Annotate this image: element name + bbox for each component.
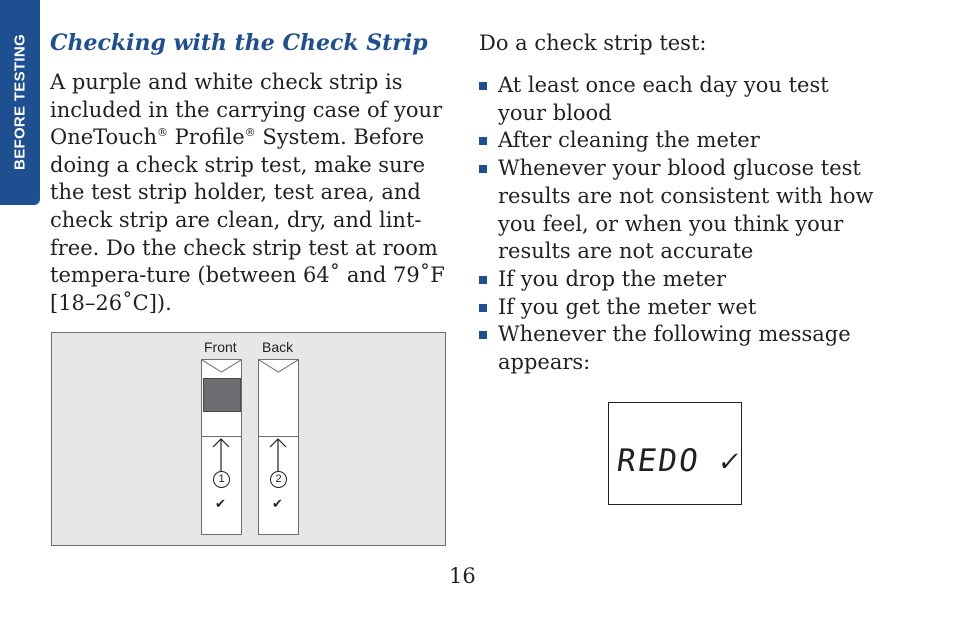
list-item-text: After cleaning the meter [498, 128, 760, 153]
list-item [479, 72, 879, 127]
front-label: Front [204, 339, 237, 355]
back-label: Back [262, 339, 294, 355]
section-tab-label: BEFORE TESTING [11, 34, 29, 170]
square-bullet-icon [479, 82, 487, 90]
check-strip-back [258, 359, 299, 535]
square-bullet-icon [479, 137, 487, 145]
check-strip-intro: Do a check strip test: [479, 31, 707, 55]
list-item [479, 294, 879, 322]
test-area-pad [203, 378, 241, 412]
square-bullet-icon [479, 276, 487, 284]
list-item-text: If you drop the meter [498, 266, 727, 291]
lcd-display [608, 402, 742, 505]
strip-notch [259, 360, 298, 374]
intro-paragraph [50, 69, 455, 317]
check-strip-front [201, 359, 242, 535]
bullet-list [479, 72, 879, 377]
up-arrow-icon [267, 437, 289, 471]
square-bullet-icon [479, 165, 487, 173]
list-item [479, 321, 879, 376]
list-item-text: Whenever your blood glucose test results are not consistent with how you feel, or when you think your results are not accurate [498, 156, 874, 264]
checkmark-icon: ✔ [215, 497, 226, 512]
square-bullet-icon [479, 331, 487, 339]
strip-notch [202, 360, 241, 374]
circled-number-2: 2 [270, 471, 287, 488]
list-item [479, 266, 879, 294]
list-item [479, 155, 879, 266]
checkmark-icon: ✔ [272, 497, 283, 512]
square-bullet-icon [479, 304, 487, 312]
page-number: 16 [449, 564, 476, 588]
registered-mark: ® [244, 126, 256, 140]
up-arrow-icon [210, 437, 232, 471]
list-item-text: If you get the meter wet [498, 294, 757, 319]
intro-text-2: Profile [168, 125, 245, 150]
list-item [479, 127, 879, 155]
intro-text-1: A purple and white check strip is included in the carrying case of your OneTouch [50, 70, 443, 150]
registered-mark: ® [157, 126, 168, 140]
check-strip-figure [51, 332, 446, 546]
section-heading: Checking with the Check Strip [50, 30, 428, 56]
lcd-redo-message: REDO ✓ [614, 443, 744, 479]
section-tab [0, 0, 40, 205]
list-item-text: At least once each day you test your blood [498, 73, 829, 125]
list-item-text: Whenever the following message appears: [498, 322, 851, 375]
intro-text-3: System. Before doing a check strip test, make sure the test strip holder, test area, and check strip are clean, dry, and lint-free. Do the check strip test at room tempera-ture (between 64˚ and 79˚F [18–26˚C]). [50, 125, 445, 315]
circled-number-1: 1 [213, 471, 230, 488]
